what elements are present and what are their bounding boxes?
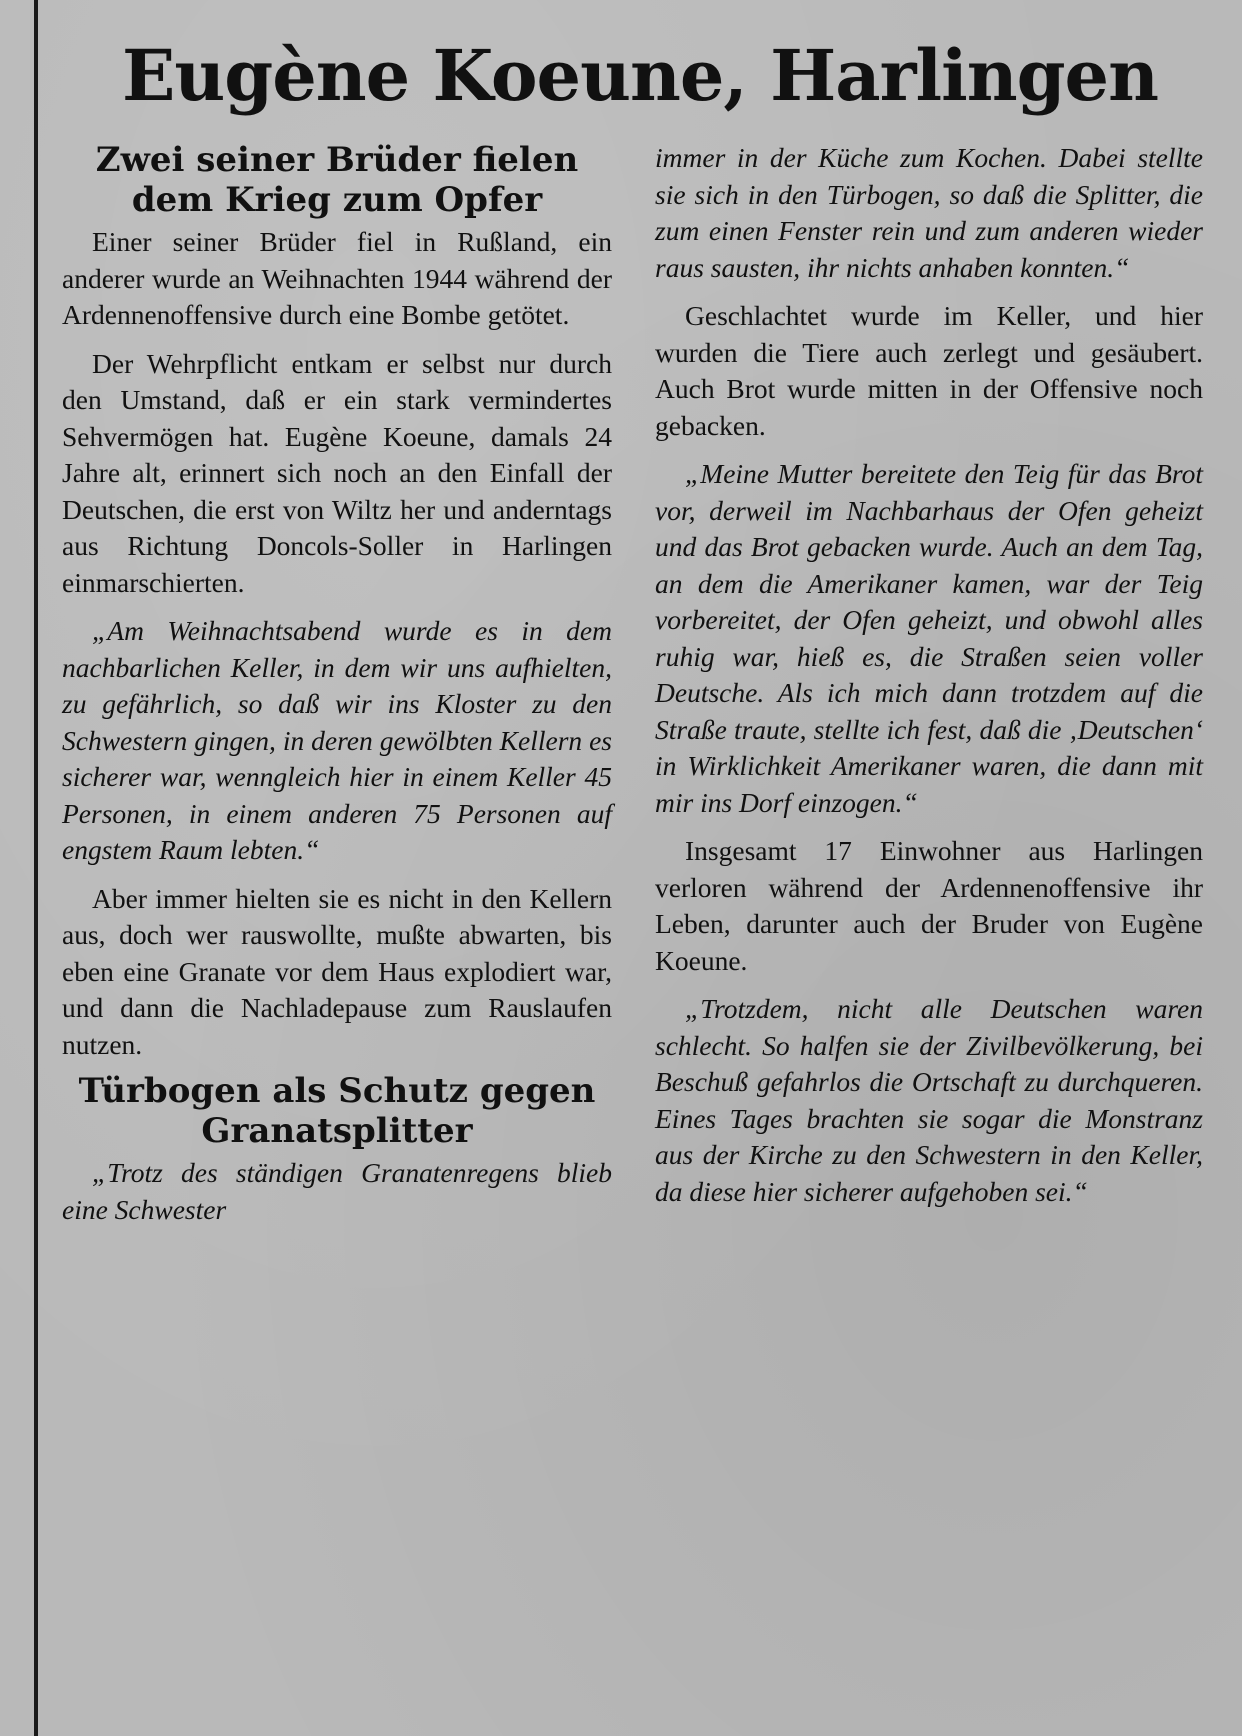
quote-paragraph: „Trotzdem, nicht alle Deutschen waren schlecht. So halfen sie der Zivilbevölkerung, bei Beschuß gefahrlos die Ortschaft zu durchqueren. Eines Tages brachten sie sogar die Monstranz aus der Kirche zu den Schwestern in den Keller, da diese hier sicherer aufgehoben sei.“ [655, 993, 1203, 1207]
quote-paragraph: „Trotz des ständigen Granatenregens blieb eine Schwester [62, 1157, 612, 1225]
quote-paragraph: immer in der Küche zum Kochen. Dabei stellte sie sich in den Türbogen, so daß die Splitter, die zum einen Fenster rein und zum anderen wieder raus sausten, ihr nichts anhaben konnten.“ [655, 142, 1203, 283]
subheading-door-arch: Türbogen als Schutz gegen Granatsplitter [78, 1071, 596, 1151]
paragraph: Einer seiner Brüder fiel in Rußland, ein anderer wurde an Weihnachten 1944 während der Ardennenoffensive durch eine Bombe getötet. [62, 226, 612, 330]
paragraph: Aber immer hielten sie es nicht in den Kellern aus, doch wer rauswollte, mußte abwarten, bis eben eine Granate vor dem Haus explodiert war, und dann die Nachladepause zum Rauslaufen nutzen. [62, 882, 612, 1060]
paragraph: Insgesamt 17 Einwohner aus Harlingen verloren während der Ardennenoffensive ihr Leben, darunter auch der Bruder von Eugène Koeune. [655, 835, 1203, 976]
quote-paragraph: „Meine Mutter bereitete den Teig für das Brot vor, derweil im Nachbarhaus der Ofen geheizt und das Brot gebacken wurde. Auch an dem Tag, an dem die Amerikaner kamen, war der Teig vorbereitet, der Ofen geheizt, und obwohl alles ruhig war, hieß es, die Straßen seien voller Deutsche. Als ich mich dann trotzdem auf die Straße traute, stellte ich fest, daß die ‚Deutschen‘ in Wirklichkeit Amerikaner waren, die dann mit mir ins Dorf einzogen.“ [655, 458, 1203, 818]
left-column [62, 140, 612, 1228]
quote-paragraph: „Am Weihnachtsabend wurde es in dem nachbarlichen Keller, in dem wir uns aufhielten, zu gefährlich, so daß wir ins Kloster zu den Schwestern gingen, in deren gewölbten Kellern es sicherer war, wenngleich hier in einem Keller 45 Personen, in einem anderen 75 Personen auf engstem Raum lebten.“ [62, 615, 612, 865]
subheading-brothers: Zwei seiner Brüder fielen dem Krieg zum Opfer [95, 140, 579, 220]
right-column [655, 140, 1203, 1210]
headline: Eugène Koeune, Harlingen [122, 34, 1158, 117]
column-rule [34, 0, 38, 1736]
paragraph: Geschlachtet wurde im Keller, und hier wurden die Tiere auch zerlegt und gesäubert. Auch Brot wurde mitten in der Offensive noch gebacken. [655, 300, 1203, 441]
paragraph: Der Wehrpflicht entkam er selbst nur durch den Umstand, daß er ein stark vermindertes Sehvermögen hat. Eugène Koeune, damals 24 Jahre alt, erinnert sich noch an den Einfall der Deutschen, die erst von Wiltz her und anderntags aus Richtung Doncols-Soller in Harlingen einmarschierten. [62, 347, 612, 598]
